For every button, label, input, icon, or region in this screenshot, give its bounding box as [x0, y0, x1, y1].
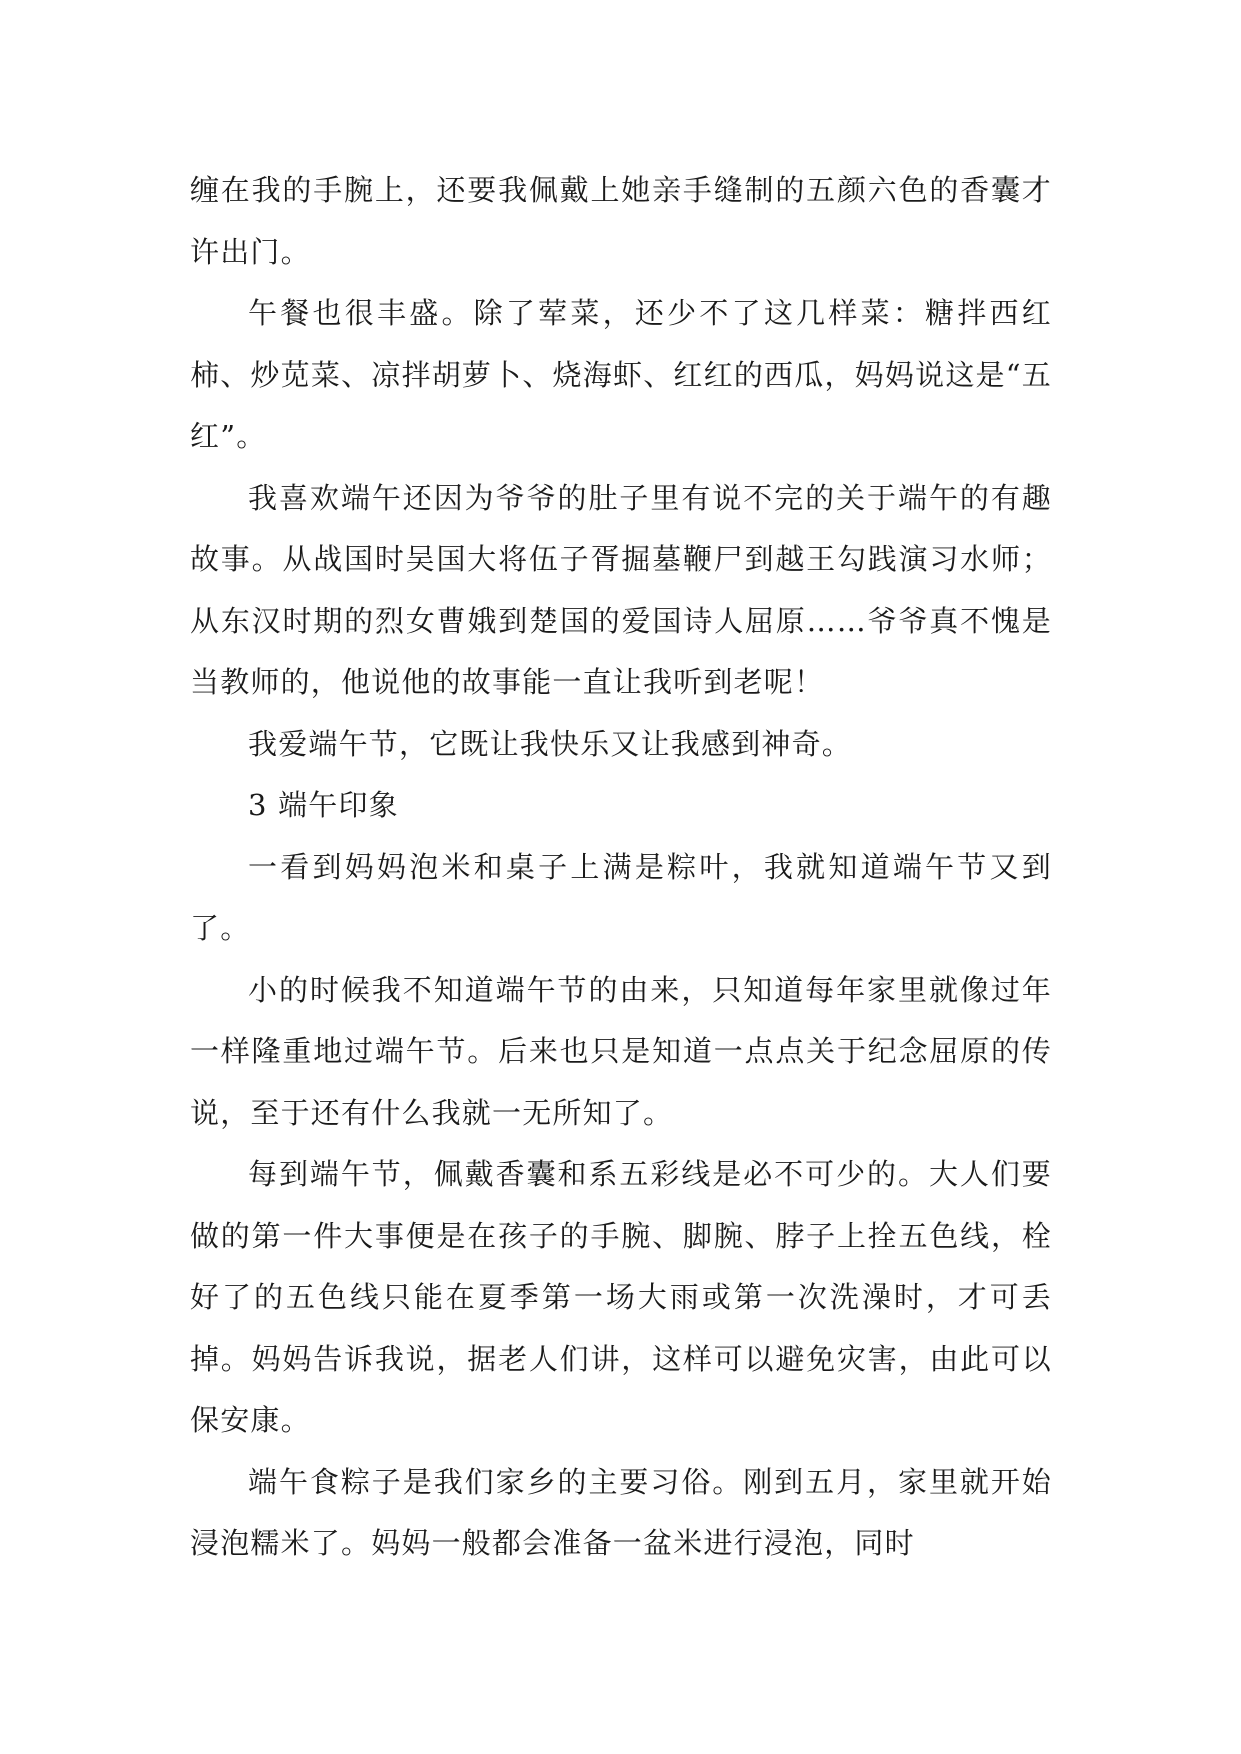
- paragraph-love-festival: 我爱端午节，它既让我快乐又让我感到神奇。: [248, 726, 853, 761]
- paragraph-five-color-thread: 每到端午节，佩戴香囊和系五彩线是必不可少的。大人们要做的第一件大事便是在孩子的手腕、脚腕、脖子上拴五色线，栓好了的五色线只能在夏季第一场大雨或第一次洗澡时，才可丢掉。妈妈告诉我说，据老人们讲，这样可以避免灾害，由此可以保安康。: [190, 1157, 1052, 1437]
- document-body: [190, 160, 1052, 1575]
- paragraph-childhood: 小的时候我不知道端午节的由来，只知道每年家里就像过年一样隆重地过端午节。后来也只是知道一点点关于纪念屈原的传说，至于还有什么我就一无所知了。: [190, 972, 1052, 1130]
- paragraph-rice-leaves: 一看到妈妈泡米和桌子上满是粽叶，我就知道端午节又到了。: [190, 849, 1052, 945]
- paragraph-zongzi: 端午食粽子是我们家乡的主要习俗。刚到五月，家里就开始浸泡糯米了。妈妈一般都会准备一盆米进行浸泡，同时: [190, 1464, 1052, 1560]
- paragraph-lunch: 午餐也很丰盛。除了荤菜，还少不了这几样菜：糖拌西红柿、炒苋菜、凉拌胡萝卜、烧海虾、红红的西瓜，妈妈说这是“五红”。: [190, 296, 1052, 453]
- section-heading: 3 端午印象: [248, 788, 399, 822]
- paragraph-grandpa-stories: 我喜欢端午还因为爷爷的肚子里有说不完的关于端午的有趣故事。从战国时吴国大将伍子胥掘墓鞭尸到越王勾践演习水师；从东汉时期的烈女曹娥到楚国的爱国诗人屈原……爷爷真不愧是当教师的，他说他的故事能一直让我听到老呢！: [190, 480, 1052, 699]
- paragraph-continuation: 缠在我的手腕上，还要我佩戴上她亲手缝制的五颜六色的香囊才许出门。: [190, 173, 1052, 269]
